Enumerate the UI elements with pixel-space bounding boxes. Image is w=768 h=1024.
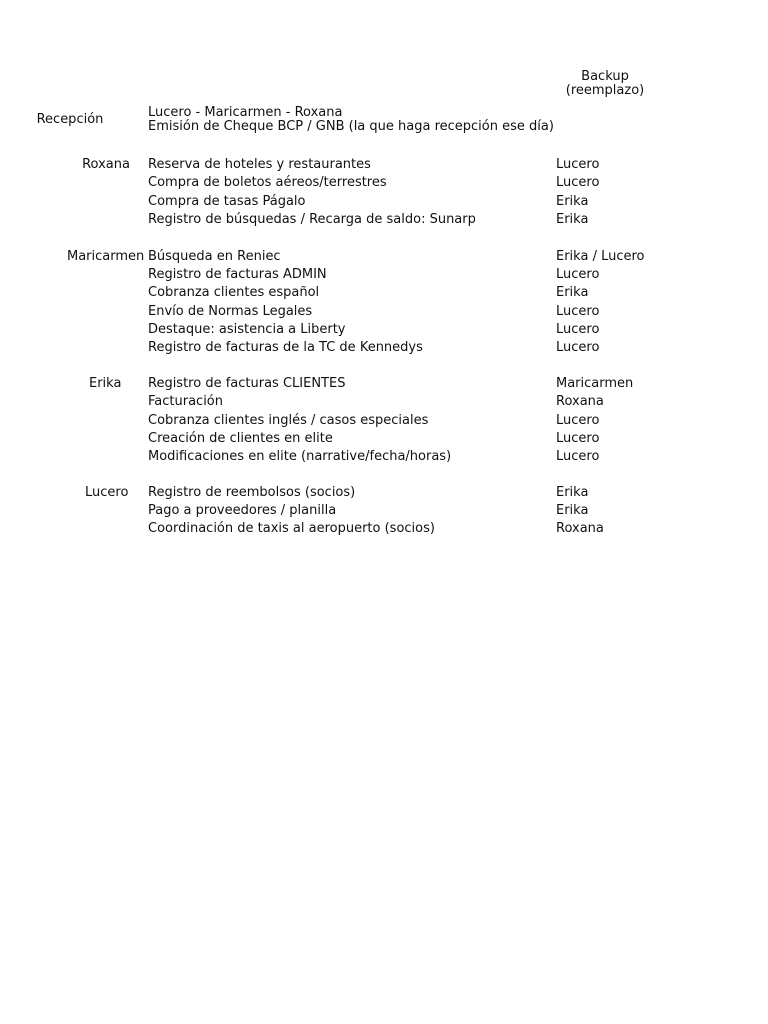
task-text: Modificaciones en elite (narrative/fecha/horas)	[148, 449, 452, 464]
task-text: Coordinación de taxis al aeropuerto (socios)	[148, 521, 435, 536]
backup-column-subheader: (reemplazo)	[565, 83, 645, 98]
backup-name: Lucero	[556, 449, 600, 464]
person-roxana: Roxana	[82, 157, 130, 172]
backup-name: Lucero	[556, 267, 600, 282]
task-text: Pago a proveedores / planilla	[148, 503, 337, 518]
task-text: Registro de reembolsos (socios)	[148, 485, 356, 500]
person-maricarmen: Maricarmen	[67, 249, 145, 264]
backup-name: Lucero	[556, 175, 600, 190]
task-text: Cobranza clientes inglés / casos especiales	[148, 413, 429, 428]
task-text: Creación de clientes en elite	[148, 431, 333, 446]
task-text: Cobranza clientes español	[148, 285, 320, 300]
backup-column-header: Backup	[581, 69, 629, 84]
task-text: Compra de boletos aéreos/terrestres	[148, 175, 387, 190]
backup-name: Erika	[556, 503, 589, 518]
backup-name: Erika	[556, 285, 589, 300]
backup-name: Roxana	[556, 394, 604, 409]
backup-name: Maricarmen	[556, 376, 634, 391]
backup-name: Lucero	[556, 304, 600, 319]
person-erika: Erika	[89, 376, 122, 391]
backup-name: Roxana	[556, 521, 604, 536]
task-text: Envío de Normas Legales	[148, 304, 313, 319]
backup-name: Lucero	[556, 340, 600, 355]
task-text: Compra de tasas Págalo	[148, 194, 306, 209]
task-text: Registro de facturas de la TC de Kennedys	[148, 340, 423, 355]
backup-name: Erika	[556, 485, 589, 500]
task-text: Registro de facturas CLIENTES	[148, 376, 346, 391]
task-text: Reserva de hoteles y restaurantes	[148, 157, 371, 172]
backup-name: Erika / Lucero	[556, 249, 645, 264]
backup-name: Erika	[556, 212, 589, 227]
task-text: Emisión de Cheque BCP / GNB (la que haga recepción ese día)	[148, 119, 554, 134]
task-text: Destaque: asistencia a Liberty	[148, 322, 346, 337]
task-text: Búsqueda en Reniec	[148, 249, 281, 264]
task-text: Registro de facturas ADMIN	[148, 267, 327, 282]
task-text: Facturación	[148, 394, 223, 409]
backup-name: Lucero	[556, 322, 600, 337]
backup-name: Erika	[556, 194, 589, 209]
person-lucero: Lucero	[85, 485, 129, 500]
task-text: Registro de búsquedas / Recarga de saldo: Sunarp	[148, 212, 476, 227]
backup-name: Lucero	[556, 413, 600, 428]
backup-name: Lucero	[556, 157, 600, 172]
backup-name: Lucero	[556, 431, 600, 446]
person-recepcion: Recepción	[36, 112, 104, 127]
task-text: Lucero - Maricarmen - Roxana	[148, 105, 343, 120]
